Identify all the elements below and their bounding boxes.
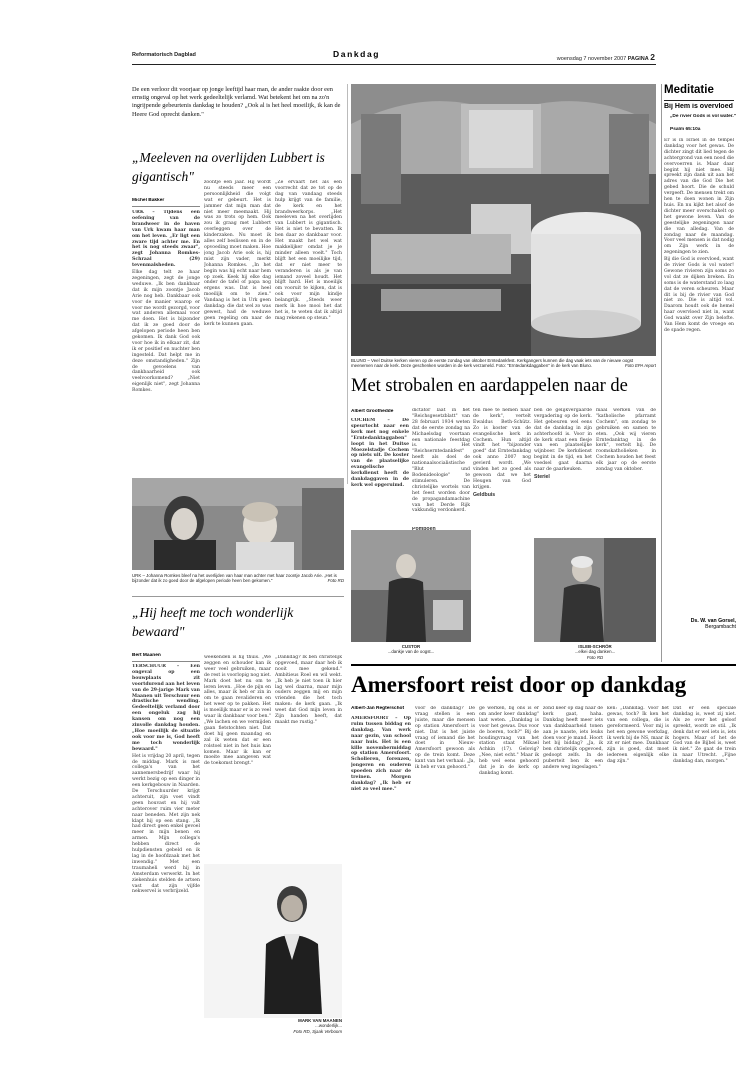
header-page-number: 2: [650, 52, 655, 62]
article3-right-caption-name: ISLEB-SCHRÖR: [578, 644, 612, 649]
header-rule: [132, 64, 656, 65]
article3-subhead-geldbuis: Geldbuis: [473, 491, 496, 498]
article2-caption-name: MARK VAN MAANEN: [298, 1018, 342, 1023]
article2-top-rule: [132, 596, 344, 597]
article1-photo-credit: Foto RD: [327, 578, 344, 584]
article2-byline-rule: [132, 661, 200, 662]
article3-col3-text: ten mee te nemen naar de kerk", vertelt Ewaldus Beth-Schütz. Zo is koster van de evangelische kerk in Cochem. Hun altijd vindt het "bijzonder goed" dat Erntedankdag ook anno 2007 nog gevierd wordt. „We vinden het zo goed als gewoon dat we het Heugen van God krijgen.: [473, 408, 531, 490]
article3-col5-text: maal werken van de "katholische pfarramt Cochem", om zondag te gebruiken en samen te eten. „Ook wij vieren Erntedanktag in de kerk", vertelt hij. De roomskatholieken in Cochem houden het feest elk jaar op de eerste zondag van oktober.: [596, 408, 656, 473]
article2-column-1: [132, 664, 200, 1058]
article4-column-6: Dat er een speciale dankdag is, weet zij niet. Als ze over het geloof spreekt, wordt ze stil. „Ik denk dat er wel iets is, iets hogers. Maar of het de God van de Bijbel is, weet ik niet." Ze gaat de trein in naar Utrecht. „Fijne dankdag dan, morgen.": [673, 706, 736, 765]
article3-byline: Albert Groothedde: [351, 409, 394, 414]
header-date-block: [520, 52, 655, 64]
article3-photo-left-caption: [351, 644, 471, 660]
article3-photo-right-caption: [534, 644, 656, 666]
intro-text: De een verloor dit voorjaar op jonge leeftijd haar man, de ander raakte door een ernstig ongeval op het werk gedeeltelijk verlamd. Wat betekent het om na zo'n ingrijpende gebeurtenis dankdag te houden? „Ook al is het heel moeilijk, ik kan de Heere God oprecht danken.": [132, 86, 341, 118]
article2-column-2: weekenden is hij thuis. „We zeggen en schouder kan ik weer veel gebruiken, maar de rest is voorlopig nog niet. Mark doet het nu om te leren leven. „Hoe de pijn en alles, maar ik heb er zin in om te gaan revalideren en het weer op te pakken. Het is moeilijk maar er is zo veel waar ik dankbaar voor ben." „We lachen en we vermijden gaan fietstochten niet. Dat doet hij geen maandag en zal ik weten dat er een rolstoel niet in het huis kan komen. Maar ik kan er moeite mee aangeven wat de toekomst brengt.": [204, 655, 271, 767]
article3-photo-credit: Foto RD: [586, 654, 604, 660]
article1-lede: URK – Tijdens een oefening van de brandweer in de haven van Urk kwam haar man om het leven. „Er ligt een zware tijd achter me. En het is nog steeds zwaar", zegt Johanna Romkes-Schraal (29) tevenmalsheden.: [132, 210, 200, 269]
article3-column-4: [534, 408, 592, 538]
article4-headline: Amersfoort reist door op dankdag: [351, 672, 687, 697]
main-photo-credit: Foto EPA report: [625, 363, 656, 369]
article1-column-2: zoontje een jaar. Hij wordt nu steeds meer een persoonlijkheid die volgt wat er gebeurt. Het is jammer dat mijn man dat niet meer meemaakt. Hij was zo trots op hem. Ook zou ik graag met Lubbert overleggen over de kinderzaken. Nu moet ik alles zelf beslissen en in de opvoeding moet maken. Hoe jong Jacob Arie ook is, hij mist zijn vader, merkt Johanna Romkes. „In het begin was hij echt naar hem op zoek. Keek hij elke dag onder de tafel of papa nog ergens was. Dat is heel moeilijk om te zien." Vandaag is het in Urk geen dankdag: die dat wel zo was gewest, had de weduwe geen regeling om naar de kerk te kunnen gaan.: [204, 180, 271, 327]
article2-byline: Bert Maanen: [132, 653, 161, 658]
main-photo-caption: [351, 358, 656, 370]
article2-headline: „Hij heeft me toch wonderlijk bewaard": [132, 605, 294, 639]
article2-photo-image: [204, 864, 342, 1018]
article3-right-caption-text: ...elkei dag danken...: [574, 649, 616, 655]
article2-photo-caption: [252, 1018, 342, 1038]
article3-photo-right-image: [534, 538, 656, 642]
article4-column-3: ge werken, bij ons is er om ander keer dankdag" laat weten. „Dankdag is voor het gewas. Dus voor de boeren, toch?" Bij de houdingvraag van het station staat Mikael Achkin (17). Gelovig? „Nee, niet echt." Maar ik heb wel eens gehoord dat je in de kerk op dankdag komt.: [479, 706, 539, 776]
meditation-title-rule: [664, 100, 734, 101]
article4-column-1: [351, 716, 411, 1058]
meditation-subtitle: Bij Hem is overvloed: [664, 103, 733, 110]
article3-column-2: [412, 408, 470, 526]
article2-caption-text: ...wonderlijk...: [315, 1023, 342, 1029]
left-column-divider: [347, 84, 348, 484]
article4-lede: AMERSFOORT – Op ruim tussen biddag en dankdag. Van werk naar gezin, van school naar huis. Het is een kille novembermiddag op station Amersfoort. Scholieren, forenzen, jongeren en ouderen spoeden zich naar de treinen. Morgen dankdag? „Ik heb er niet zo veel mee.": [351, 716, 411, 792]
article2-column-3: „Dankdag? Ik ben christelijk opgevoed, maar daar heb ik nooit mee gekend." Ambitieus Roel en wil wekt. „Ik heb je niet toen ik hier lag wel daarna, maar mijn ouders zeggen mij en mijn vrienden die het toch maken: de kerk gaan. „Ik weet dat God mijn leven in Zijn handen heeft, dat maakt me rustig.": [275, 655, 342, 725]
article3-col4-text: ben de gelijkvergaarde vergadering op de kerk. Het gebeuren wel eens dat de dankdag in zijn achterhoofd is. Voor in de kerk staat een flesje van een plaatselijke wijnboer. De kerkdienst begint in de tijd, en het voedsel gaat daarna naar de gaarkeuken.: [534, 408, 592, 473]
meditation-signature-place: Bergambacht: [705, 624, 736, 631]
article2-photo: [204, 864, 342, 1018]
meditation-signature: [664, 618, 736, 632]
article1-col1-text: Elke dag telt ze haar zegeningen, zegt de jonge weduwe. „Ik ben dankbaar dat ik mijn zoontje Jacob Arie nog heb. Dankbaar ook voor de manier waarop er voor me wordt gezorgd, voor wat anderen allemaal voor me doen. Het is bijzonder dat ik ze goed door de afgelopen periode heen ben gekomen. Ik dank God ook voor hoe ik in elkaar zit, dat ik er positief en nuchter ben ingesteld. Dat helpt me in deze omstandigheden." Zijn de gevoelens van dankbaarheid ook veelvoorkomend? „Niet eigenlijk niet", zegt Johanna Romkes.: [132, 270, 200, 394]
meditation-verse: „De rivier Gods is vol water.": [670, 114, 736, 119]
meditation-body-1: Er is in Israël in de tempel dankdag voor het gewas. De dichter zingt dit lied tegen de achtergrond van een nood die overvoerren is. Maar daar begint hij niet mee. Hij spreekt zijn dank uit aan het adres van die God Die het gebed hoort. Die de schuld vergeeft. De mensen trekt om hen te doen wonen in Zijn huis. En nu kijkt het alsof de dichter meer overschakelt op het gewone leven. Van de geestelijke zegeningen naar die van alledag. Van de zondag naar de maandag. Voor veel mensen is dat nodig om Zijn werk in de zegeningen te zien.: [664, 138, 734, 256]
article3-column-3: [473, 408, 531, 604]
article1-column-3: „Ze ervaart het als een voorrecht dat ze tot op de dag van vandaag steeds hulp krijgt van de familie, de kerk en het brandweerkorps. „Het meeleven na het overlijden van Lubbert is gigantisch. Het is niet te bevatten. Ik ben daar zo dankbaar voor. Het maakt het wel wat makkelijker omdat je je minder alleen voelt." Toch blijft het een moeilijke tijd, dat er niet meer te veranderen is als je van iemand zoveel houdt. Het blijft hard. Het is moeilijk om vooruit te kijken, dat is ook voor mijn kindje belangrijk. „Steeds weer merk ik hoe mooi het dat het is, te weten dat ik altijd mag rekenen op steun.": [275, 180, 342, 321]
header-date: woensdag 7 november 2007: [556, 56, 627, 62]
main-photo-caption-text: BLUNO – Veel Duitse kerken vieren op de eerste zondag van oktober Erntedankfest. Kerkgangers kunnen die dag vaak iets van de nieuwe oogst meenemen naar de kerk. Deze geschenken worden in de kerk verzameld. Foto: "Erntedankdaggaben" in de kerk van Bluno.: [351, 358, 634, 369]
article3-photo-left: [351, 530, 471, 642]
article4-byline: Albert-Jan Regterschot: [351, 706, 405, 711]
article2-photo-credit: Foto RD, Sjaak Verboom: [293, 1028, 342, 1034]
main-photo: [351, 84, 656, 356]
article1-headline: „Meeleven na overlijden Lubbert is gigantisch": [132, 150, 325, 184]
article3-photo-right: [534, 538, 656, 642]
article3-headline: Met strobalen en aardappelen naar de: [351, 376, 628, 396]
header-page-label: PAGINA: [627, 56, 649, 62]
article1-photo-image: [132, 478, 344, 570]
meditation-reference: Psalm 65:10a: [670, 127, 701, 132]
article4-column-5: ken: „Dankdag. Voor het gewas, toch? Ik ken het van een collega, die is gereformeerd. Voor mij is het een gewone werkdag, ik werk bij de NS, maar ik zit er niet mee. Dankbaar zijn is goed, dat moet iedereen eigenlijk elke dag zijn.": [607, 706, 669, 765]
article1-photo-caption: [132, 573, 344, 595]
meditation-body-2: Bij die God is overvloed, want de rivier Gods is vol water! Gewone rivieren zijn soms zo vol dat ze dijken breken. En soms is de waterstand zo laag dat de veren scheuren. Maar dit is bij de rivier van God niet zo. Die is altijd vol. Daarom houdt ook de hemel haar overvloed niet in, want God waakt over Zijn belofte. Van Hem komt de vroege en de spade regen.: [664, 257, 734, 333]
article2-col1-text: Het is vrijdag 20 april, tegen de middag. Mark is met collega's van het aannemersbedrijf waar hij werkt bezig op een dinger in een kerkgebouw in Naarden. De Terschuurder krijgt achteruit, zijn voet vindt geen houvast en hij valt achterover ruim vier meter naar beneden. Met zijn nek klapt hij op een stang. „Ik had direct geen enkel gevoel meer in mijn benen en armen. Mijn collega's hebben direct de hulpdiensten gebeld en ik lag in de hoofdzaak met het inwendig." Met een traumaheli werd hij in Amsterdam verwerkt. In het ziekenhuis stelden de artsen vast dat zijn vijfde nekwervel is verbrijzeld.: [132, 753, 200, 895]
main-photo-image: [351, 84, 656, 356]
article3-left-caption-text: ...dankje van de oogst...: [387, 649, 435, 655]
article1-caption-text: URK – Johanna Romkes bleef na het overlijden van haar man achter met haar zoontje Jacob Arie. „Het is bijzonder dat ik zo goed door de afgelopen periode heen ben gekomen.": [132, 573, 337, 584]
article1-photo: [132, 478, 344, 570]
section-title: Dankdag: [333, 49, 381, 59]
meditation-signature-name: Ds. W. van Gorsel,: [690, 618, 736, 624]
article3-column-1: [351, 418, 409, 526]
article1-byline: Michel Bakker: [132, 198, 165, 203]
meditation-body: [664, 138, 734, 610]
meditation-title: Meditatie: [664, 84, 714, 96]
article4-column-2: voor de dankdag? De vraag stellen is een juiste, maar die mensen op station Amersfoort is niet. Dat is het juiste vraag of iemand die het doet in Nieuw-Amersfoort gewoon als op de trein komt. Deze kant van het verhaal: „Ja, ik heb er van gehoord.": [415, 706, 475, 771]
right-column-divider: [661, 84, 662, 662]
article3-col2-text: dictator laat in het "Reichsgesetzblatt" van 28 februari 1934 weten dat de eerste zondag na Michaelsdag voortaan een nationale feestdag is. Het "Reichserntedankfest" heeft als doel de nationaalsocialistische "Blut und Bodenideologie" te stimuleren. De christelijke wortels van het feest worden door de propagandamachine van het Derde Rijk vakkundig verdonkerd.: [412, 408, 470, 514]
article3-lede: COCHEM – De speurtocht naar een kerk met nog enkele "Erntedanktaggaben" loopt in het Duitse Moezelstadje Cochem op niets uit. De koster van de plaatselijke evangelische kerkdienst heeft de dankdaggaven in de kerk wel opgeruimd.: [351, 418, 409, 488]
paper-name: Reformatorisch Dagblad: [132, 52, 196, 58]
article1-byline-rule: [132, 206, 200, 207]
article4-column-4: zond keer op dag naar de kerk gaat, haha. Dankdag heeft meer iets van dankbaarheid tonen aan je naaste, iets leuks doen voor je mand. Hoort het bij biddag? „Ja, ik ben christelijk opgevoed, gedoopt zelfs. In de puberteit ben ik een andere weg ingeslagen.": [543, 706, 603, 771]
article4-top-rule: [351, 664, 736, 666]
article3-subhead-steriel: Steriel: [534, 473, 550, 480]
article3-photo-left-image: [351, 530, 471, 642]
article3-left-caption-name: CUSTOR: [401, 644, 421, 649]
article1-column-1: [132, 210, 200, 476]
article2-lede: TERSCHUUR – Een ongeval op een bouwplaats zit voortdurend aan het leven van de 29-jarige Mark van Maanen uit Terschuur een drastische wending. Gedeeltelijk verlamd door een ongeluk zag hij kansen om nog een zinvolle dankdag houden. „Hoe moeilijk de situatie ook voor me is, God heeft me toch wonderlijk bewaard.": [132, 664, 200, 752]
